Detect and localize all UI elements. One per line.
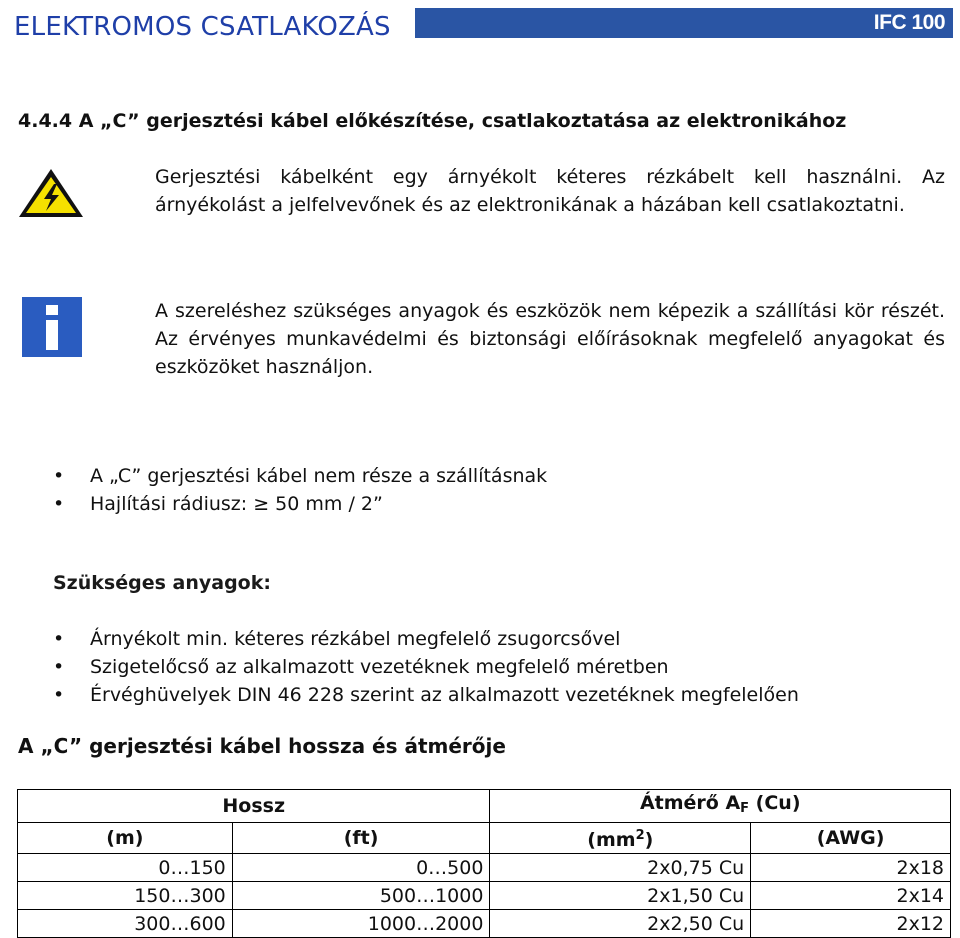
cell-awg: 2x12 (751, 910, 951, 938)
warning-text: Gerjesztési kábelként egy árnyékolt kéteres rézkábelt kell használni. Az árnyékolást a jelfelvevőnek és az elektronikának a házában kell csatlakoztatni. (155, 166, 945, 216)
cell-awg: 2x14 (751, 882, 951, 910)
list-item: • A „C” gerjesztési kábel nem része a szállításnak (53, 462, 547, 490)
col-awg-header: (AWG) (751, 823, 951, 854)
high-voltage-warning-icon (17, 167, 85, 219)
table-row (18, 882, 951, 910)
mm2-suffix: ) (644, 829, 654, 851)
col-ft-header: (ft) (232, 823, 490, 854)
col-mm2-header (490, 823, 751, 854)
list-item: • Szigetelőcső az alkalmazott vezetéknek megfelelő méretben (53, 653, 799, 681)
mm2-superscript: 2 (635, 828, 645, 843)
mm2-label: (mm (587, 829, 636, 851)
diameter-subscript: F (740, 801, 750, 816)
diameter-suffix: (Cu) (749, 792, 801, 814)
cell-mm2: 2x0,75 Cu (490, 854, 751, 882)
section-heading: 4.4.4 A „C” gerjesztési kábel előkészítése, csatlakoztatása az elektronikához (18, 110, 847, 132)
table-heading: A „C” gerjesztési kábel hossza és átmérője (18, 734, 506, 758)
materials-heading: Szükséges anyagok: (53, 572, 271, 594)
brand-logo-text: IFC 100 (873, 11, 945, 34)
cell-m: 150…300 (18, 882, 233, 910)
info-text: A szereléshez szükséges anyagok és eszközök nem képezik a szállítási kör részét. Az érvényes munkavédelmi és biztonsági előírásoknak megfelelő anyagokat és eszközöket használjon. (155, 300, 945, 378)
document-title: ELEKTROMOS CSATLAKOZÁS (14, 12, 391, 42)
group-diameter-header (490, 790, 951, 823)
cell-ft: 500…1000 (232, 882, 490, 910)
notes-list (53, 462, 547, 518)
materials-list (53, 625, 799, 709)
list-item: • Érvéghüvelyek DIN 46 228 szerint az alkalmazott vezetéknek megfelelően (53, 681, 799, 709)
brand-bar (415, 8, 953, 38)
list-item: • Árnyékolt min. kéteres rézkábel megfelelő zsugorcsővel (53, 625, 799, 653)
cell-ft: 1000…2000 (232, 910, 490, 938)
diameter-label: Átmérő A (639, 792, 741, 814)
table-row (18, 854, 951, 882)
cell-mm2: 2x1,50 Cu (490, 882, 751, 910)
table-group-header-row (18, 790, 951, 823)
cell-awg: 2x18 (751, 854, 951, 882)
group-length-header: Hossz (18, 790, 490, 823)
cell-mm2: 2x2,50 Cu (490, 910, 751, 938)
cable-table (17, 789, 951, 938)
table-column-header-row (18, 823, 951, 854)
list-item: • Hajlítási rádiusz: ≥ 50 mm / 2” (53, 490, 547, 518)
cell-ft: 0…500 (232, 854, 490, 882)
cell-m: 0…150 (18, 854, 233, 882)
cell-m: 300…600 (18, 910, 233, 938)
table-row (18, 910, 951, 938)
col-m-header: (m) (18, 823, 233, 854)
info-icon (22, 297, 82, 357)
